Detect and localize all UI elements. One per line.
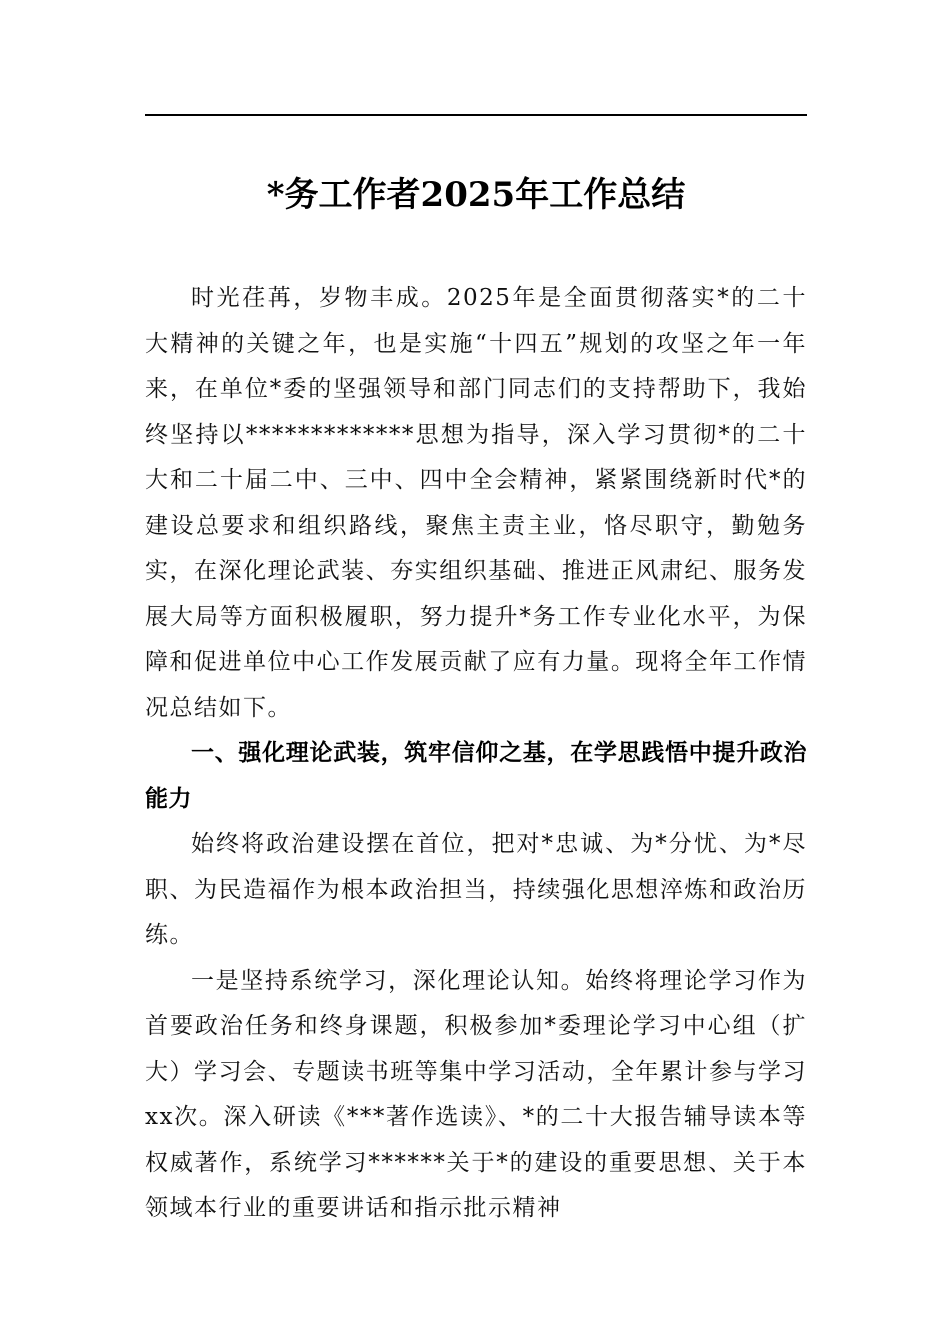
document-title: *务工作者2025年工作总结 [266,175,686,215]
intro-paragraph: 时光荏苒，岁物丰成。2025年是全面贯彻落实*的二十大精神的关键之年，也是实施“十四五”规划的攻坚之年一年来，在单位*委的坚强领导和部门同志们的支持帮助下，我始终坚持以*************思想为指导，深入学习贯彻*的二十大和二十届二中、三中、四中全会精神，紧紧围绕新时代*的建设总要求和组织路线，聚焦主责主业，恪尽职守，勤勉务实，在深化理论武装、夯实组织基础、推进正风肃纪、服务发展大局等方面积极履职，努力提升*务工作专业化水平，为保障和促进单位中心工作发展贡献了应有力量。现将全年工作情况总结如下。 [145,285,807,721]
document-body [145,276,807,1232]
section-1-point-1-paragraph: 一是坚持系统学习，深化理论认知。始终将理论学习作为首要政治任务和终身课题，积极参加*委理论学习中心组（扩大）学习会、专题读书班等集中学习活动，全年累计参与学习xx次。深入研读《***著作选读》、*的二十大报告辅导读本等权威著作，系统学习******关于*的建设的重要思想、关于本领域本行业的重要讲话和指示批示精神 [145,967,807,1221]
section-heading-1: 一、强化理论武装，筑牢信仰之基，在学思践悟中提升政治能力 [145,740,807,812]
section-1-lead-paragraph: 始终将政治建设摆在首位，把对*忠诚、为*分忧、为*尽职、为民造福作为根本政治担当，持续强化思想淬炼和政治历练。 [145,831,807,948]
header-rule [145,114,807,116]
